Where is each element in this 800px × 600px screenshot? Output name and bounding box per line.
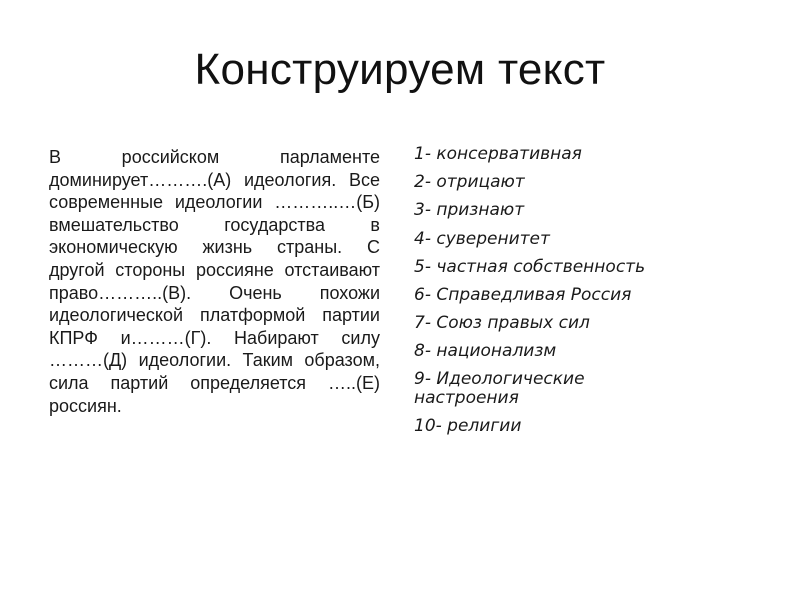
option-item: 2- отрицают [414, 172, 525, 193]
option-item: 9- Идеологические настроения [414, 368, 585, 408]
option-item: 5- частная собственность [414, 256, 646, 277]
option-item: 8- национализм [414, 341, 557, 362]
option-item: 6- Справедливая Россия [414, 284, 632, 305]
option-item: 7- Союз правых сил [414, 313, 590, 334]
slide-title: Конструируем текст [194, 45, 606, 94]
answer-options-list [414, 144, 754, 444]
option-item: 3- признают [414, 200, 525, 221]
option-item: 10- религии [414, 415, 522, 436]
option-item: 1- консервативная [414, 144, 582, 164]
option-item: 4- суверенитет [414, 228, 550, 249]
task-paragraph: В российском парламенте доминирует……….(А) идеология. Все современные идеологии ………..…(Б) вмешательство государства в экономическую жизнь страны. С другой стороны россияне отстаивают право………..(В). Очень похожи идеологической платформой партии КПРФ и………(Г). Набирают силу ………(Д) идеологии. Таким образом, сила партий определяется …..(Е) россиян. [49, 147, 380, 416]
